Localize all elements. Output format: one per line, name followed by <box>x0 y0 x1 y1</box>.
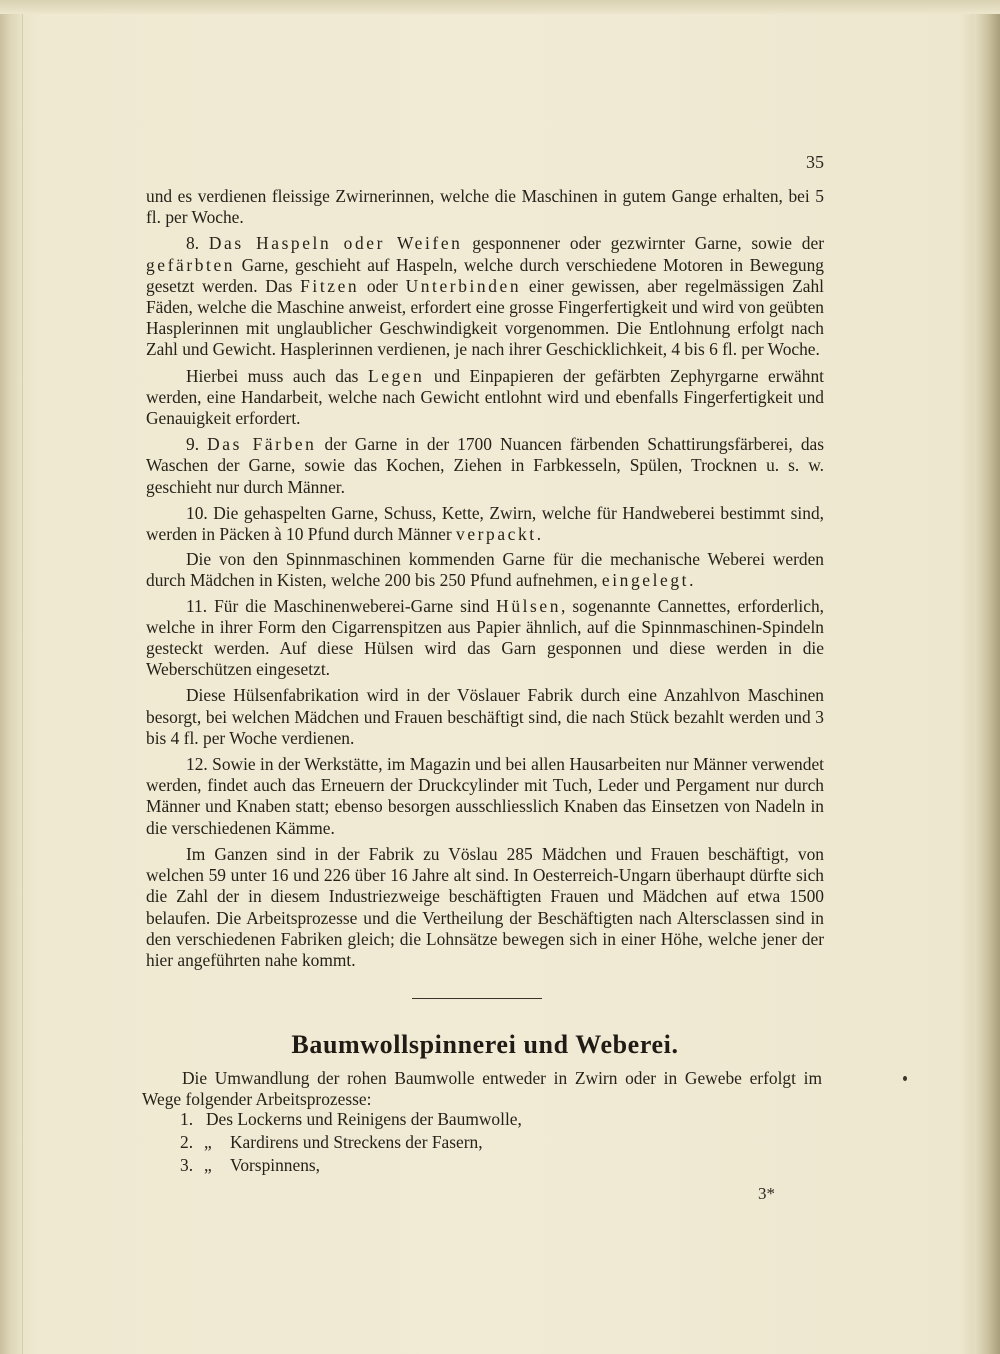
top-page-edge <box>0 0 1000 14</box>
list-item <box>180 1131 522 1154</box>
page-number: 35 <box>806 152 824 172</box>
emphasis-text: verpackt <box>456 524 537 545</box>
paragraph-text: Garne, geschieht auf Haspeln, welche durch verschiedene Motoren in Bewegung gesetzt werden. Das <box>146 254 824 296</box>
paragraph-text: Im Ganzen sind in der Fabrik zu Vöslau 285 Mädchen und Frauen beschäftigt, von welchen 59 unter 16 und 226 über 16 Jahre alt sind. In Oesterreich-Ungarn überhaupt dürfte sich die Zahl der in diesem Industriezweige beschäftigten Frauen und Mädchen auf etwa 1500 belaufen. Die Arbeitsprozesse und die Vertheilung der Beschäftigten nach Altersclassen sind in den verschiedenen Fabriken gleich; die Lohnsätze bewegen sich in einer Höhe, welche jener der hier angeführten nahe kommt. <box>146 843 824 970</box>
paragraph-eingelegt <box>146 549 824 591</box>
paragraph-prefix: 11. Für die Maschinenweberei-Garne sind <box>186 595 497 616</box>
step-number: 2. <box>180 1132 194 1152</box>
paragraph-text: und es verdienen fleissige Zwirnerinnen, welche die Maschinen in gutem Gange erhalten, bei 5 fl. per Woche. <box>146 186 824 228</box>
emphasis-text: Legen <box>367 365 425 386</box>
paragraph-12-werkstaette <box>146 754 824 839</box>
paragraph-text: oder <box>359 275 406 296</box>
paragraph-prefix: 10. Die gehaspelten Garne, Schuss, Kette, Zwirn, welche für Handweberei bestimmt sind, werden in Päcken à 10 Pfund durch Männer <box>146 502 824 545</box>
list-item <box>180 1108 522 1131</box>
list-item <box>180 1154 522 1177</box>
paragraph-11-huelsen <box>146 596 824 681</box>
step-number: 3. <box>180 1155 194 1175</box>
paragraph-prefix: Hierbei muss auch das <box>186 365 368 386</box>
paragraph-text: 12. Sowie in der Werkstätte, im Magazin und bei allen Hausarbeiten nur Männer verwendet werden, findet auch das Erneuern der Druckcylinder mit Tuch, Leder und Pergament nur durch Männer und Knaben statt; ebenso besorgen ausschliesslich Knaben das Einsetzen von Nadeln in die verschiedenen Kämme. <box>146 754 824 838</box>
paragraph-8-haspeln <box>146 233 824 360</box>
emphasis-text: eingelegt <box>601 570 690 591</box>
body-text <box>146 186 824 976</box>
paragraph-text: . <box>536 524 542 545</box>
process-steps-list <box>180 1108 522 1177</box>
paragraph-legen <box>146 366 824 430</box>
paragraph-text: und Einpapieren der gefärbten Zephyrgarne erwähnt werden, eine Handarbeit, welche nach Gewicht entlohnt wird und ebenfalls Fingerfertigkeit und Genauigkeit erfordert. <box>146 365 824 429</box>
right-page-edge <box>974 0 1000 1354</box>
paragraph-prefix: Die von den Spinnmaschinen kommenden Garne für die mechanische Weberei werden durch Mädchen in Kisten, welche 200 bis 250 Pfund aufnehmen, <box>146 549 824 591</box>
paragraph-text: gesponnener oder gezwirnter Garne, sowie der <box>462 233 824 254</box>
ditto-mark: „ <box>204 1132 212 1152</box>
section-title: Baumwollspinnerei und Weberei. <box>291 1030 679 1059</box>
emphasis-text: Fitzen <box>300 275 360 296</box>
paragraph-huelsenfabrikation <box>146 685 824 749</box>
paragraph-text: der Garne in der 1700 Nuancen färbenden Schattirungsfärberei, das Waschen der Garne, sowie das Kochen, Ziehen in Farbkesseln, Spülen, Trocknen u. s. w. geschieht nur durch Männer. <box>146 434 824 497</box>
step-text: Vorspinnens, <box>230 1155 321 1175</box>
paragraph-text: , sogenannte Cannettes, erforderlich, welche in ihrer Form den Cigarrenspitzen aus Papier ähnlich, auf die Spinnmaschinen-Spindeln gesteckt werden. Auf diese Hülsen wird das Garn gesponnen und diese werden in die Weberschützen eingesetzt. <box>146 595 825 680</box>
paragraph-text: einer gewissen, aber regelmässigen Zahl Fäden, welche die Maschine anweist, erfordert eine grosse Fingerfertigkeit und wird von geübten Hasplerinnen mit unglaublicher Geschwindigkeit vorgenommen. Die Entlohnung erfolgt nach Zahl und Gewicht. Hasplerinnen verdienen, je nach ihrer Geschicklichkeit, 4 bis 6 fl. per Woche. <box>146 275 824 360</box>
ditto-mark: „ <box>204 1155 212 1175</box>
paragraph-im-ganzen <box>146 844 824 971</box>
paragraph-continuation <box>146 186 824 228</box>
section-intro: Die Umwandlung der rohen Baumwolle entweder in Zwirn oder in Gewebe erfolgt im Wege folgender Arbeitsprozesse: <box>142 1068 822 1109</box>
paragraph-prefix: 9. <box>186 434 208 455</box>
ink-speck <box>903 1076 907 1081</box>
emphasis-text: gefärbten <box>146 254 236 275</box>
section-divider <box>412 998 542 999</box>
paragraph-text: . <box>689 570 694 591</box>
signature-mark: 3* <box>758 1184 775 1203</box>
left-page-edge <box>0 0 23 1354</box>
step-text: Des Lockerns und Reinigens der Baumwolle, <box>206 1109 522 1129</box>
paragraph-9-faerben <box>146 434 824 498</box>
emphasis-text: Hülsen <box>496 595 562 616</box>
emphasis-text: Das Färben <box>207 434 317 455</box>
emphasis-text: Das Haspeln oder Weifen <box>208 233 463 254</box>
paragraph-prefix: 8. <box>186 233 209 254</box>
emphasis-text: Unterbinden <box>405 275 522 296</box>
step-number: 1. <box>180 1109 194 1129</box>
paragraph-10-verpackt <box>146 503 824 545</box>
step-text: Kardirens und Streckens der Fasern, <box>230 1132 483 1152</box>
paragraph-text: Diese Hülsenfabrikation wird in der Vöslauer Fabrik durch eine Anzahlvon Maschinen besorgt, bei welchen Mädchen und Frauen beschäftigt sind, die nach Stück bezahlt werden und 3 bis 4 fl. per Woche verdienen. <box>146 685 824 748</box>
